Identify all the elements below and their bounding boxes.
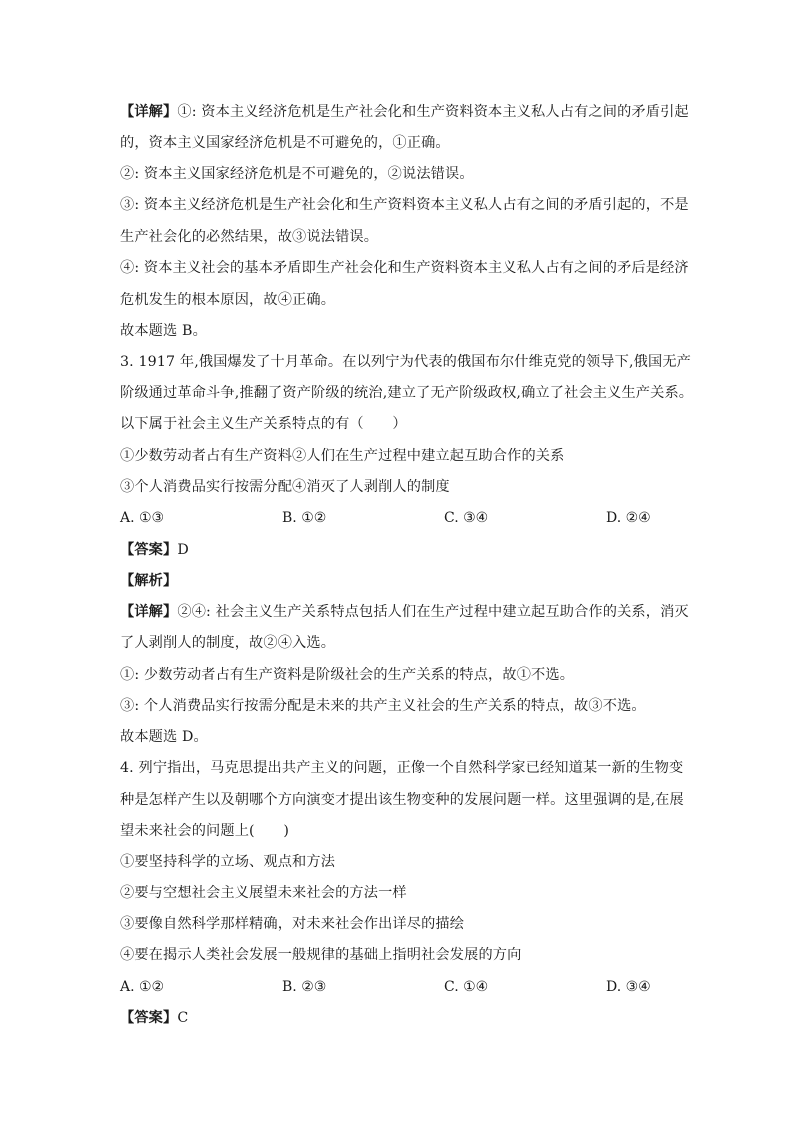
answer-value: C: [177, 1010, 189, 1026]
question-stem: 望未来社会的问题上( ): [120, 823, 290, 839]
question-stem: 以下属于社会主义生产关系特点的有（ ）: [120, 416, 407, 432]
option-a: A. ①③: [120, 510, 165, 526]
answer-options: [120, 508, 680, 528]
detail-line: ③: 资本主义经济危机是生产社会化和生产资料资本主义私人占有之间的矛盾引起的，不是: [120, 197, 689, 213]
detail-tag: 【详解】: [120, 604, 178, 620]
option-c: C. ③④: [444, 510, 489, 526]
detail-line: ③: 个人消费品实行按需分配是未来的共产主义社会的生产关系的特点，故③不选。: [120, 698, 646, 714]
detail-line: 了人剥削人的制度，故②④入选。: [120, 635, 336, 651]
question-item: ③个人消费品实行按需分配④消灭了人剥削人的制度: [120, 479, 450, 495]
option-b: B. ①②: [282, 510, 327, 526]
question-item: ②要与空想社会主义展望未来社会的方法一样: [120, 885, 407, 901]
answer-line: [120, 540, 680, 560]
answer-tag: 【答案】: [120, 542, 178, 558]
detail-line: 的，资本主义国家经济危机是不可避免的，①正确。: [120, 135, 450, 151]
question-stem: 4. 列宁指出，马克思提出共产主义的问题，正像一个自然科学家已经知道某一新的生物变: [120, 760, 684, 776]
question-stem: 阶级通过革命斗争,推翻了资产阶级的统治,建立了无产阶级政权,确立了社会主义生产关系。: [120, 385, 694, 401]
question-stem: 3. 1917 年,俄国爆发了十月革命。在以列宁为代表的俄国布尔什维克党的领导下,俄国无产: [120, 354, 691, 370]
detail-line: ①: 少数劳动者占有生产资料是阶级社会的生产关系的特点，故①不选。: [120, 667, 575, 683]
answer-value: D: [177, 542, 189, 558]
detail-tag: 【详解】: [120, 104, 178, 120]
answer-tag: 【答案】: [120, 1010, 178, 1026]
answer-options: [120, 977, 680, 997]
detail-line: 【详解】①: 资本主义经济危机是生产社会化和生产资料资本主义私人占有之间的矛盾引起: [120, 104, 689, 120]
detail-line: ②: 资本主义国家经济危机是不可避免的，②说法错误。: [120, 166, 474, 182]
detail-line: 【详解】②④: 社会主义生产关系特点包括人们在生产过程中建立起互助合作的关系，消灭: [120, 604, 689, 620]
question-item: ③要像自然科学那样精确，对未来社会作出详尽的描绘: [120, 916, 465, 932]
option-d: D. ③④: [606, 979, 651, 995]
question-item: ①少数劳动者占有生产资料②人们在生产过程中建立起互助合作的关系: [120, 448, 565, 464]
option-a: A. ①②: [120, 979, 165, 995]
detail-line: ④: 资本主义社会的基本矛盾即生产社会化和生产资料资本主义私人占有之间的矛后是经济: [120, 260, 689, 276]
conclusion-line: 故本题选 D。: [120, 729, 208, 745]
question-item: ①要坚持科学的立场、观点和方法: [120, 854, 336, 870]
analysis-tag: 【解析】: [120, 573, 178, 589]
analysis-line: [120, 571, 680, 591]
option-d: D. ②④: [606, 510, 651, 526]
answer-line: [120, 1008, 680, 1028]
conclusion-line: 故本题选 B。: [120, 323, 207, 339]
detail-line: 危机发生的根本原因，故④正确。: [120, 292, 336, 308]
detail-line: 生产社会化的必然结果，故③说法错误。: [120, 229, 379, 245]
option-c: C. ①④: [444, 979, 489, 995]
question-stem: 种是怎样产生以及朝哪个方向演变才提出该生物变种的发展问题一样。这里强调的是,在展: [120, 792, 684, 808]
question-item: ④要在揭示人类社会发展一般规律的基础上指明社会发展的方向: [120, 947, 522, 963]
option-b: B. ②③: [282, 979, 327, 995]
